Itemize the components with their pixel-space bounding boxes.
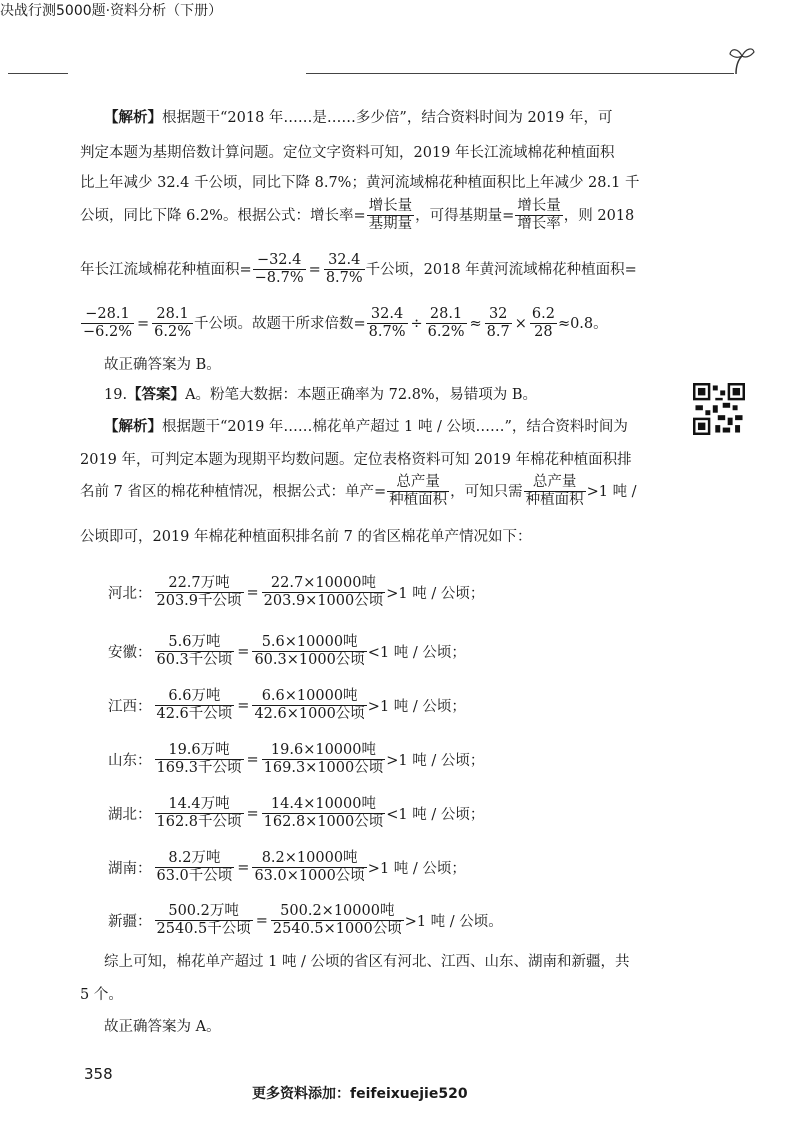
text: 根据题干“2018 年……是……多少倍”，结合资料时间为 2019 年，可 bbox=[162, 110, 613, 126]
analysis18-line1 bbox=[104, 108, 612, 128]
fraction: $\frac{\text{8.2×10000吨}}{\text{63.0×1000公顷}}$ bbox=[254, 850, 365, 884]
province-label: 湖北： bbox=[108, 807, 152, 823]
fraction: $\frac{-32.4}{-8.7\%}$ bbox=[254, 252, 304, 286]
province-row: 江西： $\frac{\text{6.6万吨}}{\text{42.6千公顷}}$ = $\frac{\text{6.6×10000吨}}{\text{42.6×1000公顷}}$ >1 吨 / 公顷； bbox=[108, 688, 466, 722]
fraction: $\frac{\text{14.4万吨}}{\text{162.8千公顷}}$ bbox=[156, 796, 242, 830]
q19-analysis-line4: 公顷即可，2019 年棉花种植面积排名前 7 的省区棉花单产情况如下： bbox=[80, 529, 532, 545]
result-text: >1 吨 / 公顷。 bbox=[404, 914, 503, 930]
analysis18-line2: 判定本题为基期倍数计算问题。定位文字资料可知，2019 年长江流域棉花种植面积 bbox=[80, 145, 615, 161]
result-text: >1 吨 / 公顷； bbox=[386, 586, 485, 602]
header-rule-right bbox=[306, 73, 734, 74]
qr-code-icon bbox=[693, 383, 745, 435]
province-label: 湖南： bbox=[108, 861, 152, 877]
fraction: $\frac{\text{6.6×10000吨}}{\text{42.6×1000公顷}}$ bbox=[254, 688, 365, 722]
text: ，可得基期量= bbox=[415, 207, 515, 224]
fraction: $\frac{-28.1}{-6.2\%}$ bbox=[83, 306, 132, 340]
fraction: $\frac{32.4}{8.7\%}$ bbox=[325, 252, 363, 286]
fraction: $\frac{\text{22.7×10000吨}}{\text{203.9×1000公顷}}$ bbox=[263, 575, 384, 609]
text: 年长江流域棉花种植面积= bbox=[80, 261, 252, 278]
footer-note: 更多资料添加：feifeixuejie520 bbox=[252, 1086, 468, 1102]
fraction: $\frac{32.4}{8.7\%}$ bbox=[368, 306, 406, 340]
q19-analysis-line1: 【解析】根据题干“2019 年……棉花单产超过 1 吨 / 公顷……”，结合资料时间为 bbox=[104, 418, 628, 435]
province-row: 湖北： $\frac{\text{14.4万吨}}{\text{162.8千公顷}}$ = $\frac{\text{14.4×10000吨}}{\text{162.8×1000公顷}}$ <1 吨 / 公顷； bbox=[108, 796, 485, 830]
analysis18-line6: $\frac{-28.1}{-6.2\%}$ = $\frac{28.1}{6.2\%}$ 千公顷。故题干所求倍数= $\frac{32.4}{8.7\%}$ ÷ $\frac{28.1}{6.2\%}$ ≈ $\frac{32}{8.7}$ × $\frac{6.2}{28}$ ≈0.8。 bbox=[83, 306, 608, 340]
text: ，则 2018 bbox=[563, 207, 635, 224]
analysis18-answer: 故正确答案为 B。 bbox=[104, 357, 221, 373]
fraction: $\frac{\text{总产量}}{\text{种植面积}}$ bbox=[525, 474, 584, 508]
analysis-tag: 【解析】 bbox=[104, 109, 162, 126]
analysis-tag: 【解析】 bbox=[104, 418, 162, 435]
q19-final-answer: 故正确答案为 A。 bbox=[104, 1019, 221, 1035]
text: 千公顷。故题干所求倍数= bbox=[194, 315, 366, 332]
fraction: $\frac{\text{增长量}}{\text{基期量}}$ bbox=[368, 198, 413, 232]
analysis18-line4 bbox=[80, 198, 634, 233]
result-text: >1 吨 / 公顷； bbox=[367, 699, 466, 715]
province-label: 河北： bbox=[108, 586, 152, 602]
fraction: $\frac{\text{5.6×10000吨}}{\text{60.3×1000公顷}}$ bbox=[254, 634, 365, 668]
province-row: 湖南： $\frac{\text{8.2万吨}}{\text{63.0千公顷}}$ = $\frac{\text{8.2×10000吨}}{\text{63.0×1000公顷}}$ >1 吨 / 公顷； bbox=[108, 850, 466, 884]
answer-tag: 【答案】 bbox=[127, 386, 186, 403]
text: ≈0.8。 bbox=[557, 315, 608, 332]
leaf-sprout-icon bbox=[728, 44, 756, 76]
province-row: 山东： $\frac{\text{19.6万吨}}{\text{169.3千公顷}}$ = $\frac{\text{19.6×10000吨}}{\text{169.3×1000公顷}}$ >1 吨 / 公顷； bbox=[108, 742, 485, 776]
fraction: $\frac{\text{500.2万吨}}{\text{2540.5千公顷}}$ bbox=[156, 903, 251, 937]
fraction: $\frac{28.1}{6.2\%}$ bbox=[427, 306, 465, 340]
result-text: <1 吨 / 公顷； bbox=[386, 807, 485, 823]
fraction: $\frac{\text{5.6万吨}}{\text{60.3千公顷}}$ bbox=[156, 634, 233, 668]
fraction: $\frac{\text{6.6万吨}}{\text{42.6千公顷}}$ bbox=[156, 688, 233, 722]
province-label: 新疆： bbox=[108, 914, 152, 930]
analysis18-line5: 年长江流域棉花种植面积= $\frac{-32.4}{-8.7\%}$ = $\frac{32.4}{8.7\%}$ 千公顷，2018 年黄河流域棉花种植面积= bbox=[80, 252, 637, 286]
province-row: 河北： $\frac{\text{22.7万吨}}{\text{203.9千公顷}}$ = $\frac{\text{22.7×10000吨}}{\text{203.9×1000公顷}}$ >1 吨 / 公顷； bbox=[108, 575, 485, 609]
fraction: $\frac{\text{19.6万吨}}{\text{169.3千公顷}}$ bbox=[156, 742, 242, 776]
fraction: $\frac{6.2}{28}$ bbox=[531, 306, 555, 340]
fraction: $\frac{\text{8.2万吨}}{\text{63.0千公顷}}$ bbox=[156, 850, 233, 884]
result-text: >1 吨 / 公顷； bbox=[386, 753, 485, 769]
fraction: $\frac{32}{8.7}$ bbox=[486, 306, 510, 340]
analysis18-line3: 比上年减少 32.4 千公顷，同比下降 8.7%；黄河流域棉花种植面积比上年减少 28.1 千 bbox=[80, 175, 640, 191]
book-title: 决战行测5000题·资料分析（下册） bbox=[0, 3, 223, 19]
q19-answer-line: 19.【答案】A。粉笔大数据：本题正确率为 72.8%，易错项为 B。 bbox=[104, 386, 537, 403]
result-text: >1 吨 / 公顷； bbox=[367, 861, 466, 877]
result-text: <1 吨 / 公顷； bbox=[367, 645, 466, 661]
text: 公顷，同比下降 6.2%。根据公式：增长率= bbox=[80, 207, 366, 224]
fraction: $\frac{\text{500.2×10000吨}}{\text{2540.5×1000公顷}}$ bbox=[272, 903, 402, 937]
q19-analysis-line3: 名前 7 省区的棉花种植情况，根据公式：单产= $\frac{\text{总产量}}{\text{种植面积}}$ ，可知只需 $\frac{\text{总产量}}{\text{种植面积}}$ >1 吨 / bbox=[80, 474, 637, 508]
fraction: $\frac{\text{22.7万吨}}{\text{203.9千公顷}}$ bbox=[156, 575, 242, 609]
province-label: 江西： bbox=[108, 699, 152, 715]
fraction: $\frac{28.1}{6.2\%}$ bbox=[154, 306, 191, 340]
text: 千公顷，2018 年黄河流域棉花种植面积= bbox=[365, 261, 637, 278]
province-row: 安徽： $\frac{\text{5.6万吨}}{\text{60.3千公顷}}$ = $\frac{\text{5.6×10000吨}}{\text{60.3×1000公顷}}$ <1 吨 / 公顷； bbox=[108, 634, 466, 668]
page-number: 358 bbox=[84, 1065, 113, 1083]
province-label: 山东： bbox=[108, 753, 152, 769]
province-label: 安徽： bbox=[108, 645, 152, 661]
fraction: $\frac{\text{14.4×10000吨}}{\text{162.8×1000公顷}}$ bbox=[263, 796, 384, 830]
fraction: $\frac{\text{增长量}}{\text{增长率}}$ bbox=[517, 198, 561, 232]
summary-line1: 综上可知，棉花单产超过 1 吨 / 公顷的省区有河北、江西、山东、湖南和新疆，共 bbox=[104, 954, 630, 970]
fraction: $\frac{\text{19.6×10000吨}}{\text{169.3×1000公顷}}$ bbox=[263, 742, 384, 776]
q19-analysis-line2: 2019 年，可判定本题为现期平均数问题。定位表格资料可知 2019 年棉花种植面积排 bbox=[80, 452, 632, 468]
header-rule-left bbox=[8, 73, 68, 74]
summary-line2: 5 个。 bbox=[80, 987, 123, 1003]
province-row: 新疆： $\frac{\text{500.2万吨}}{\text{2540.5千公顷}}$ = $\frac{\text{500.2×10000吨}}{\text{2540.5×1000公顷}}$ >1 吨 / 公顷。 bbox=[108, 903, 503, 937]
fraction: $\frac{\text{总产量}}{\text{种植面积}}$ bbox=[389, 474, 448, 508]
